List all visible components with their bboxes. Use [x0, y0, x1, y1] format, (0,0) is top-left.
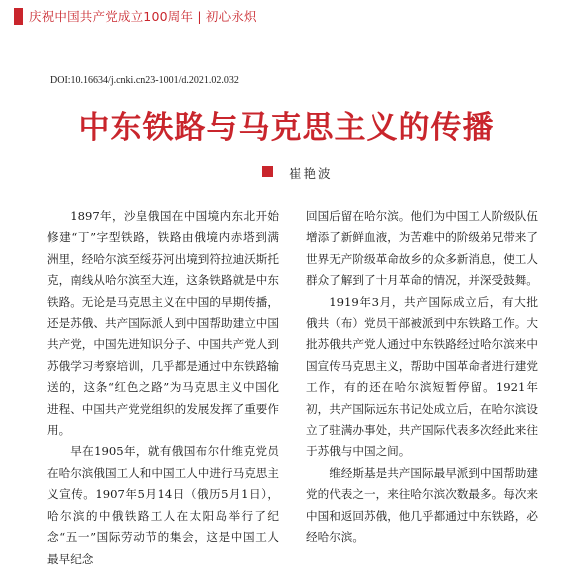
- running-header: [0, 0, 573, 30]
- doi-line: DOI:10.16634/j.cnki.cn23-1001/d.2021.02.032: [50, 75, 239, 86]
- body-paragraph: 1919年3月，共产国际成立后，有大批俄共（布）党员干部被派到中东铁路工作。大批苏俄共产党人通过中东铁路经过哈尔滨来中国宣传马克思主义，帮助中国革命者进行建党工作，有的还在哈尔滨短暂停留。1921年初，共产国际远东书记处成立后，在哈尔滨设立了驻满办事处，共产国际代表多次经此来往于苏俄与中国之间。: [306, 294, 538, 459]
- body-paragraph: 维经斯基是共产国际最早派到中国帮助建党的代表之一，来往哈尔滨次数最多。每次来中国和返回苏俄，他几乎都通过中东铁路，必经哈尔滨。: [306, 465, 538, 545]
- author-name: 崔艳波: [289, 166, 333, 181]
- article-title: 中东铁路与马克思主义的传播: [78, 110, 495, 146]
- body-paragraph: 早在1905年，就有俄国布尔什维克党员在哈尔滨俄国工人和中国工人中进行马克思主义宣传。1907年5月14日（俄历5月1日），哈尔滨的中俄铁路工人在太阳岛举行了纪念“五一”国际劳动节的集会，这是中国工人最早纪念: [47, 444, 279, 566]
- header-red-marker: [14, 8, 23, 25]
- body-paragraph: 1897年，沙皇俄国在中国境内东北开始修建“丁”字型铁路，铁路由俄境内赤塔到满洲里，经哈尔滨至绥芬河出境到符拉迪沃斯托克，南线从哈尔滨至大连，这条铁路就是中东铁路。无论是马克思主义在中国的早期传播，还是苏俄、共产国际派人到中国帮助建立中国共产党，中国先进知识分子、中国共产党人到苏俄学习考察培训，几乎都是通过中东铁路输送的，这条“红色之路”为马克思主义中国化进程、中国共产党党组织的发展发挥了重要作用。: [47, 209, 279, 438]
- body-column-left: [47, 206, 279, 570]
- author-row: [0, 163, 573, 183]
- body-paragraph-continued: 回国后留在哈尔滨。他们为中国工人阶级队伍增添了新鲜血液，为苦难中的阶级弟兄带来了世界无产阶级革命故乡的众多新消息，使工人群众了解到了十月革命的情况，并深受鼓舞。: [306, 209, 538, 288]
- author-red-square: [262, 166, 273, 177]
- body-column-right: [306, 206, 538, 549]
- running-title: 庆祝中国共产党成立100周年 | 初心永炽: [29, 9, 257, 24]
